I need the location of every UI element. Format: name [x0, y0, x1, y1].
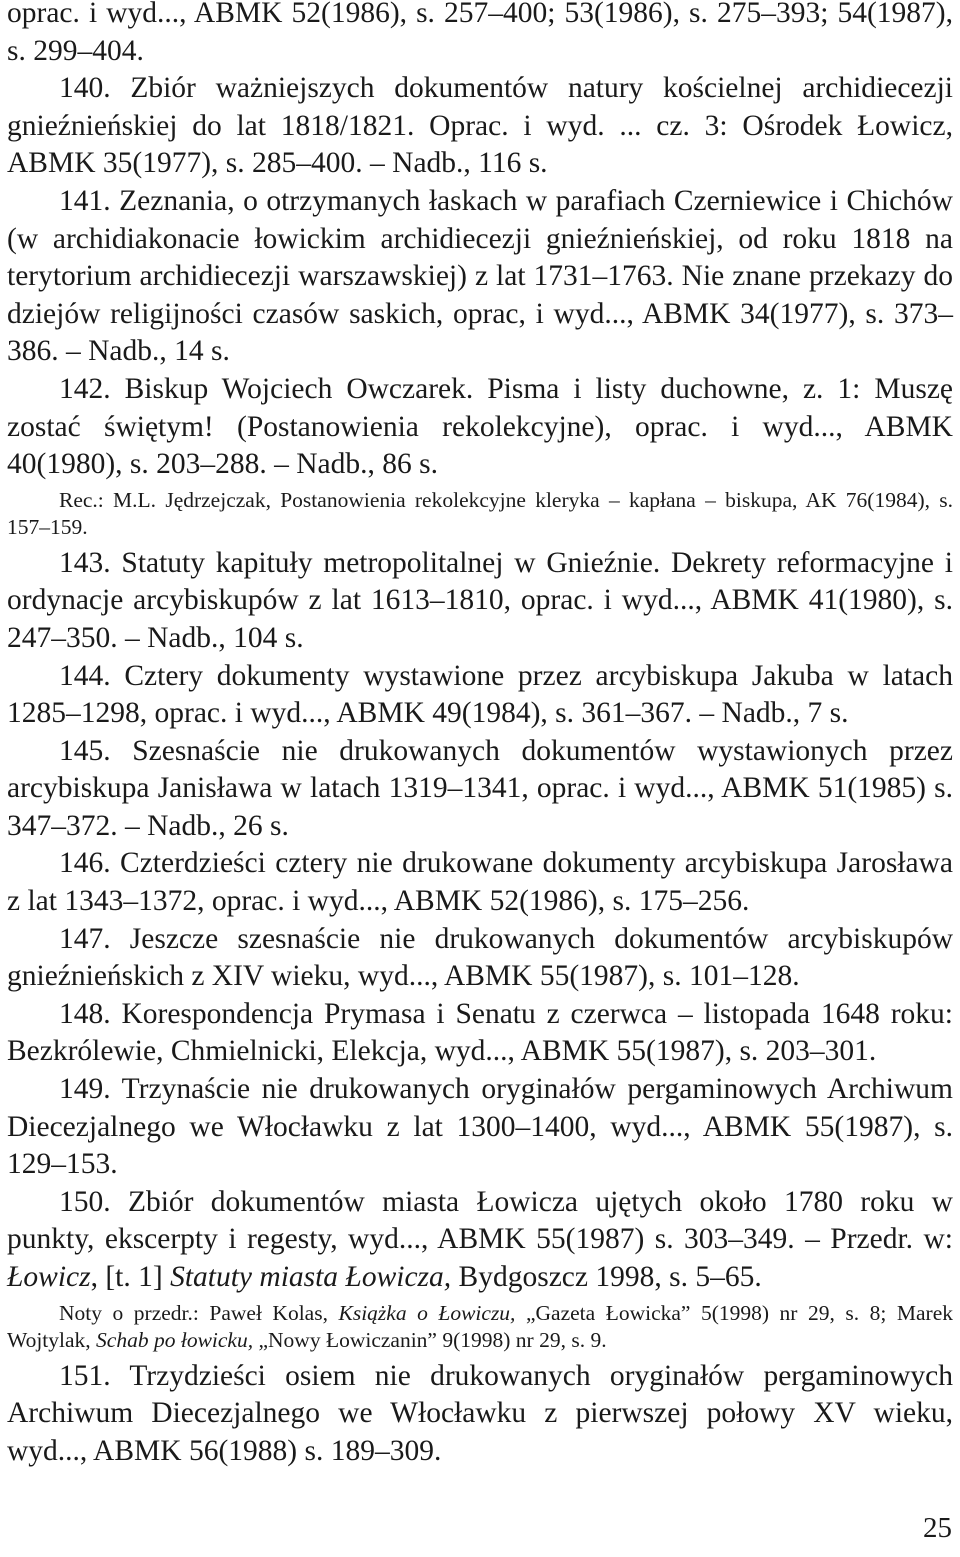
note-italic-title: Schab po łowicku,	[96, 1327, 254, 1352]
entry-147	[7, 921, 953, 996]
entry-text: Zbiór ważniejszych dokumentów natury kościelnej archidiecezji gnieźnieńskiej do lat 1818/1821. Oprac. i wyd. ... cz. 3: Ośrodek Łowicz, ABMK 35(1977), s. 285–400. – Nadb., 116 s.	[7, 72, 953, 180]
entry-text: Korespondencja Prymasa i Senatu z czerwca – listopada 1648 roku: Bezkrólewie, Chmielnicki, Elekcja, wyd..., ABMK 55(1987), s. 203–301.	[7, 997, 953, 1068]
entry-149	[7, 1071, 953, 1184]
reprint-note-150	[7, 1300, 953, 1354]
entry-number: 144.	[59, 659, 111, 692]
entry-number: 141.	[59, 184, 111, 217]
entry-140	[7, 70, 953, 183]
entry-text: Szesnaście nie drukowanych dokumentów wystawionych przez arcybiskupa Janisława w latach 1319–1341, oprac. i wyd..., ABMK 51(1985) s. 347–372. – Nadb., 26 s.	[7, 734, 953, 842]
entry-text: , [t. 1]	[90, 1261, 171, 1293]
entry-number: 147.	[59, 922, 111, 955]
entry-number: 145.	[59, 734, 111, 767]
entry-144	[7, 658, 953, 733]
entry-italic-title: Łowicz	[7, 1261, 91, 1293]
entry-151	[7, 1358, 953, 1471]
review-note-142	[7, 487, 953, 541]
entry-143	[7, 545, 953, 658]
entry-text: Statuty kapituły metropolitalnej w Gnieźnie. Dekrety reformacyjne i ordynacje arcybiskupów z lat 1613–1810, oprac. i wyd..., ABMK 41(1980), s. 247–350. – Nadb., 104 s.	[7, 546, 953, 654]
entry-number: 150.	[59, 1185, 111, 1218]
note-italic-title: Książka o Łowiczu,	[338, 1300, 516, 1325]
note-text: „Nowy Łowiczanin” 9(1998) nr 29, s. 9.	[253, 1327, 607, 1352]
entry-number: 142.	[59, 372, 111, 405]
entry-text: Biskup Wojciech Owczarek. Pisma i listy duchowne, z. 1: Muszę zostać świętym! (Postanowienia rekolekcyjne), oprac. i wyd..., ABMK 40(1980), s. 203–288. – Nadb., 86 s.	[7, 372, 953, 481]
entry-text: Bydgoszcz 1998, s. 5–65.	[451, 1261, 762, 1293]
entry-145	[7, 733, 953, 846]
entry-text: Zeznania, o otrzymanych łaskach w parafiach Czerniewice i Chichów (w archidiakonacie łowickim archidiecezji gnieźnieńskiej, od roku 1818 na terytorium archidiecezji warszawskiej) z lat 1731–1763. Nie znane przekazy do dziejów religijności czasów saskich, oprac, i wyd..., ABMK 34(1977), s. 373–386. – Nadb., 14 s.	[7, 184, 953, 368]
note-text: Noty o przedr.: Paweł Kolas,	[59, 1300, 339, 1325]
entry-142	[7, 371, 953, 484]
entry-number: 146.	[59, 847, 111, 880]
entry-text: Cztery dokumenty wystawione przez arcybiskupa Jakuba w latach 1285–1298, oprac. i wyd..., ABMK 49(1984), s. 361–367. – Nadb., 7 s.	[7, 659, 953, 730]
entry-text: Zbiór dokumentów miasta Łowicza ujętych około 1780 roku w punkty, ekscerpty i regesty, wyd..., ABMK 55(1987) s. 303–349. – Przedr. w:	[7, 1185, 953, 1256]
entry-text: oprac. i wyd..., ABMK 52(1986), s. 257–400; 53(1986), s. 275–393; 54(1987), s. 299–404.	[7, 0, 953, 67]
bibliography-page	[7, 0, 953, 1470]
entry-continued	[7, 0, 953, 70]
page-number: 25	[923, 1512, 952, 1544]
entry-text: Jeszcze szesnaście nie drukowanych dokumentów arcybiskupów gnieźnieńskich z XIV wieku, wyd..., ABMK 55(1987), s. 101–128.	[7, 922, 953, 993]
entry-italic-title: Statuty miasta Łowicza,	[170, 1261, 452, 1293]
entry-number: 140.	[59, 72, 111, 105]
entry-number: 149.	[59, 1073, 111, 1106]
review-text: Rec.: M.L. Jędrzejczak, Postanowienia rekolekcyjne kleryka – kapłana – biskupa, AK 76(1984), s. 157–159.	[7, 487, 953, 539]
entry-text: Trzydzieści osiem nie drukowanych oryginałów pergaminowych Archiwum Diecezjalnego we Włocławku z pierwszej połowy XV wieku, wyd..., ABMK 56(1988) s. 189–309.	[7, 1359, 953, 1467]
entry-148	[7, 996, 953, 1071]
note-text: „Gazeta Łowicka” 5(1998) nr 29, s. 8; Marek Wojtylak,	[7, 1300, 953, 1352]
entry-146	[7, 845, 953, 920]
entry-text: Trzynaście nie drukowanych oryginałów pergaminowych Archiwum Diecezjalnego we Włocławku z lat 1300–1400, wyd..., ABMK 55(1987), s. 129–153.	[7, 1073, 953, 1181]
entry-number: 151.	[59, 1359, 111, 1392]
entry-number: 148.	[59, 997, 111, 1030]
entry-text: Czterdzieści cztery nie drukowane dokumenty arcybiskupa Jarosława z lat 1343–1372, oprac. i wyd..., ABMK 52(1986), s. 175–256.	[7, 847, 953, 918]
entry-number: 143.	[59, 546, 111, 579]
entry-141	[7, 183, 953, 371]
entry-150	[7, 1184, 953, 1297]
